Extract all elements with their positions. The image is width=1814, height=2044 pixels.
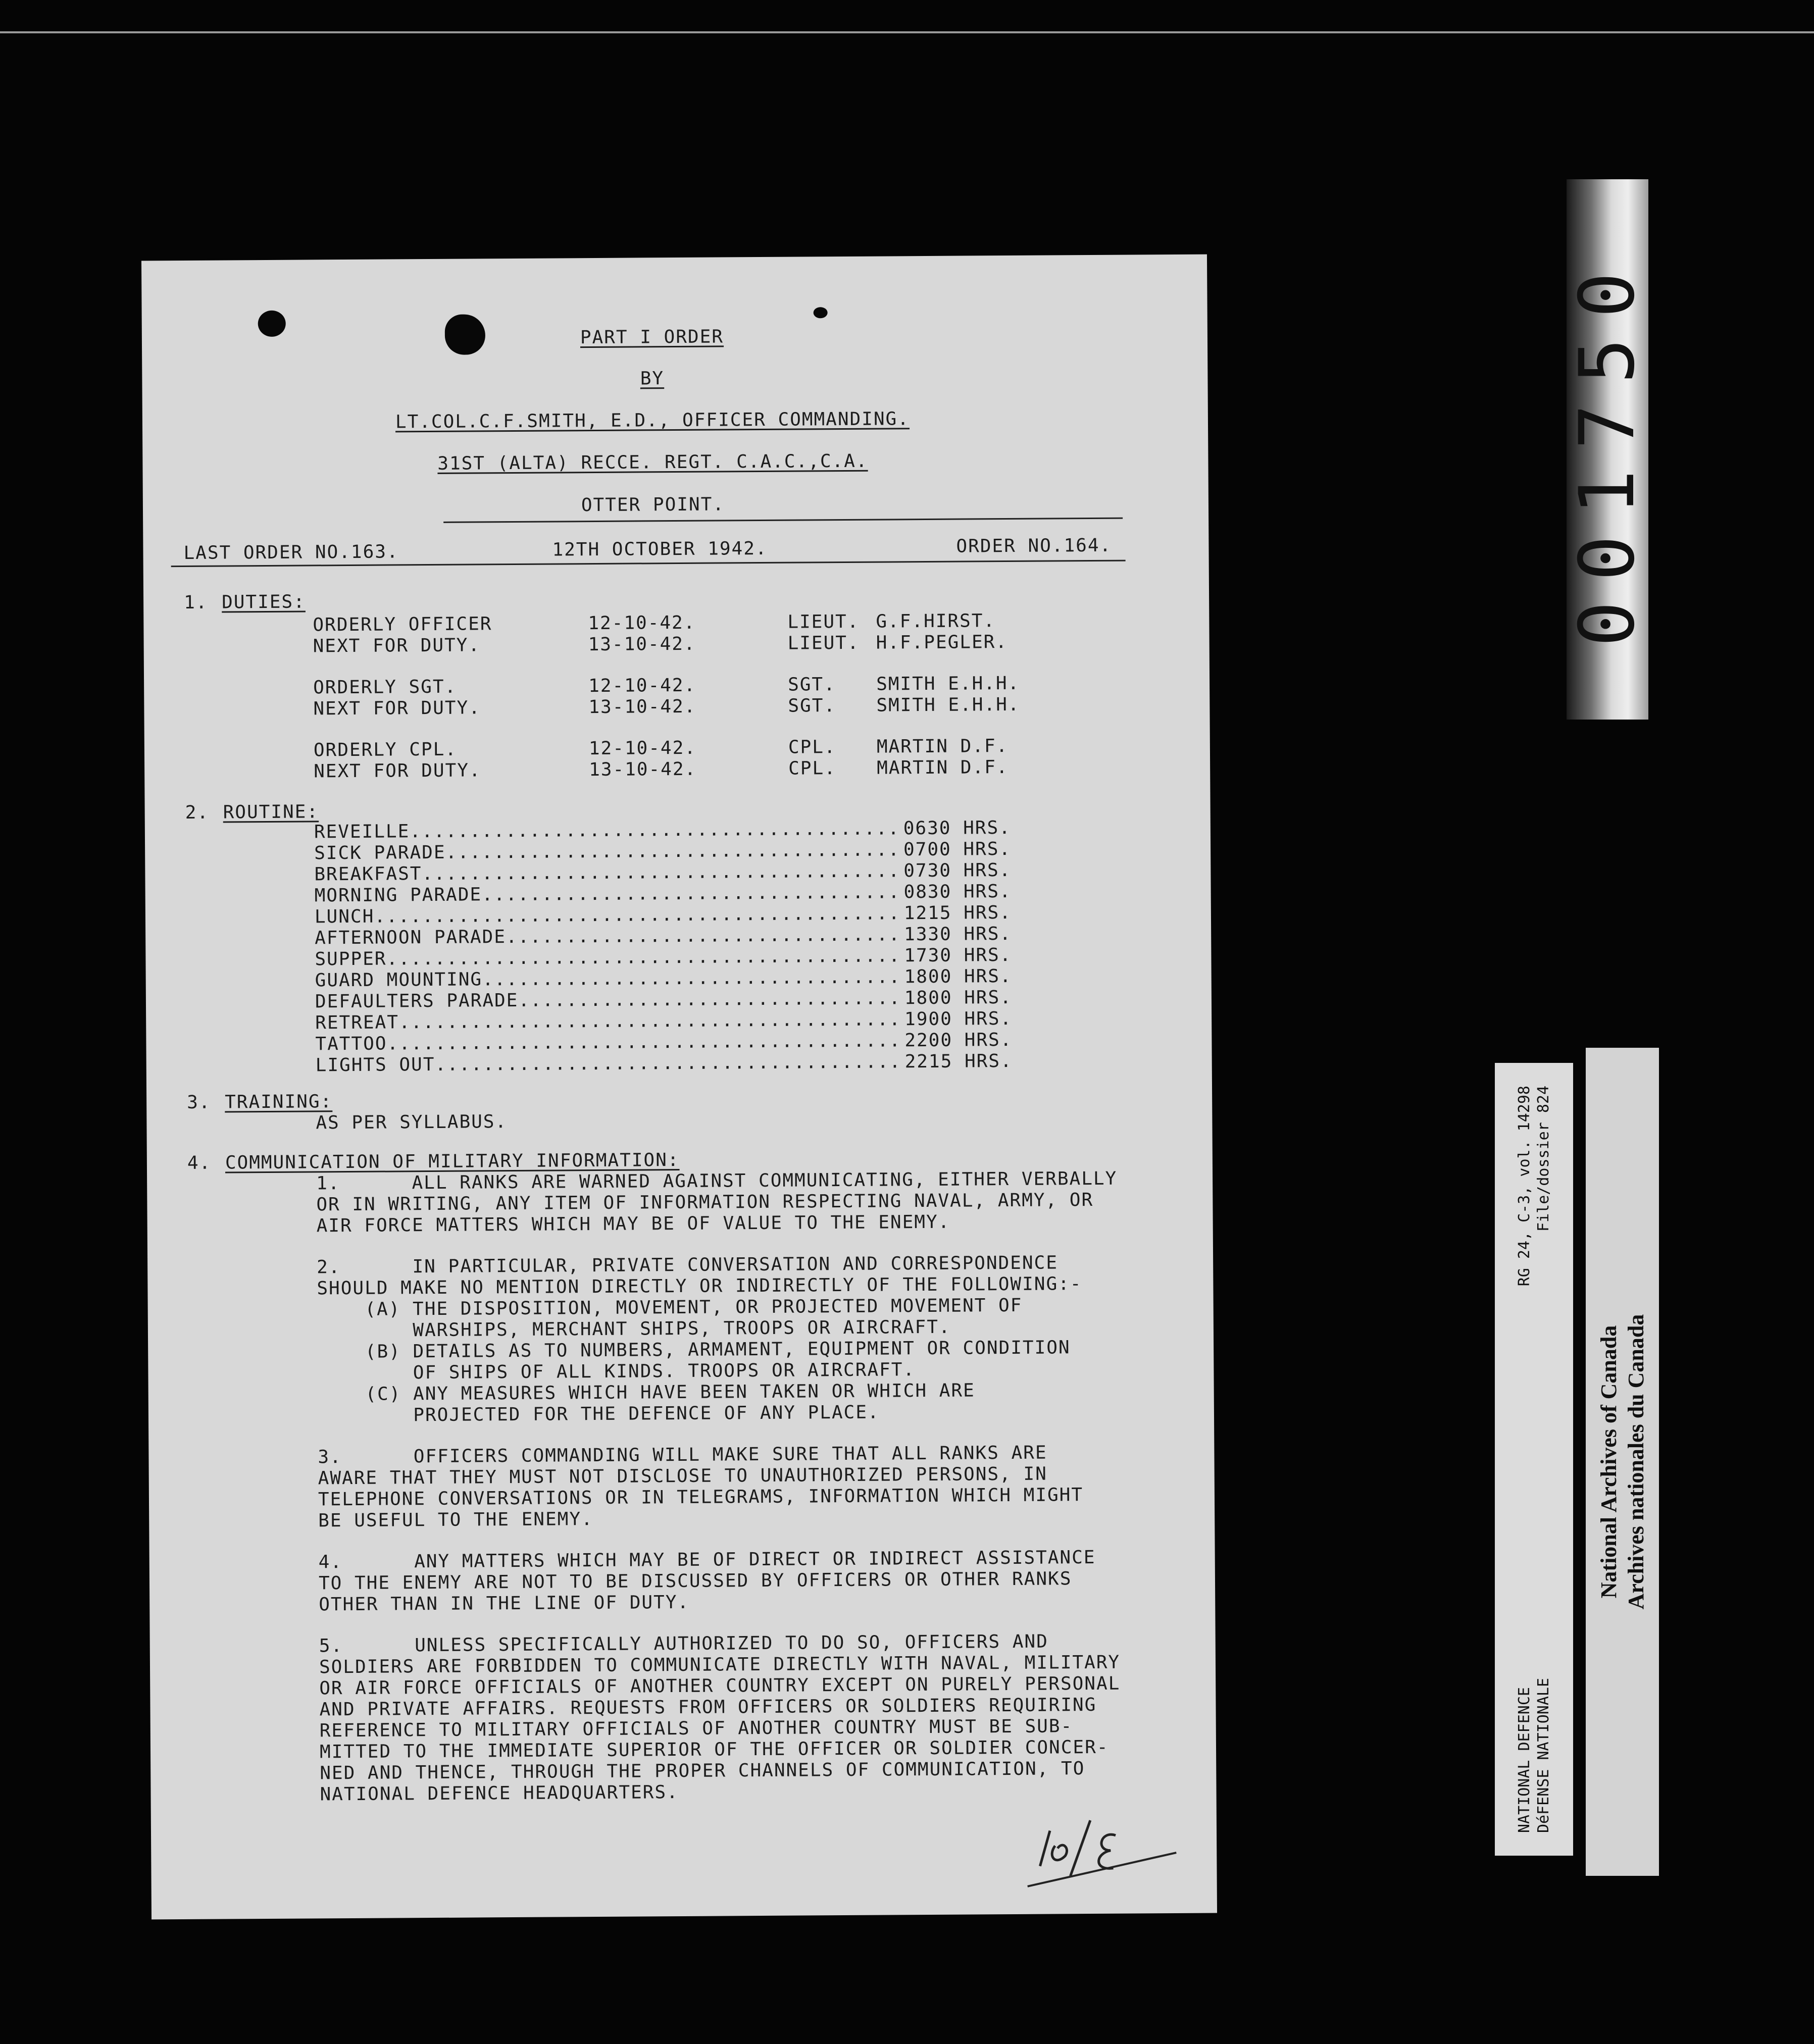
leader-dots — [482, 883, 901, 904]
duty-date: 12-10-42. — [588, 675, 696, 697]
leader-dots — [386, 947, 901, 968]
unit-name: 31ST (ALTA) RECCE. REGT. C.A.C.,C.A. — [437, 450, 868, 474]
routine-time: 2215 HRS. — [904, 1050, 1013, 1072]
routine-name: REVEILLE — [314, 821, 410, 843]
routine-name: DEFAULTERS PARADE — [315, 990, 519, 1012]
routine-time: 1215 HRS. — [903, 902, 1012, 924]
leader-dots — [435, 1053, 901, 1074]
para-5-line: SOLDIERS ARE FORBIDDEN TO COMMUNICATE DIRECTLY WITH NAVAL, MILITARY — [319, 1652, 1121, 1678]
duty-date: 12-10-42. — [588, 737, 697, 759]
national-archives-stamp — [1586, 1048, 1659, 1876]
order-number: ORDER NO.164. — [956, 535, 1112, 557]
para-2-line: (A) THE DISPOSITION, MOVEMENT, OR PROJECTED MOVEMENT OF — [317, 1295, 1023, 1320]
archive-dept-en: NATIONAL DEFENCE — [1515, 1687, 1533, 1833]
archive-ref-volume: RG 24, C-3, vol. 14298 — [1515, 1086, 1533, 1287]
routine-row — [315, 883, 1012, 905]
para-2-line: PROJECTED FOR THE DEFENCE OF ANY PLACE. — [317, 1402, 880, 1426]
routine-row — [315, 1031, 1012, 1053]
training-number: 3. — [187, 1092, 211, 1113]
routine-row — [315, 904, 1012, 926]
routine-name: SICK PARADE — [314, 842, 446, 864]
para-3-line: AWARE THAT THEY MUST NOT DISCLOSE TO UNAUTHORIZED PERSONS, IN — [318, 1463, 1047, 1489]
communication-number: 4. — [187, 1152, 212, 1173]
duty-rank: SGT. — [788, 695, 836, 717]
para-4-line: 4. ANY MATTERS WHICH MAY BE OF DIRECT OR INDIRECT ASSISTANCE — [318, 1547, 1096, 1573]
punch-hole-right — [814, 307, 828, 318]
duty-date: 13-10-42. — [588, 633, 696, 655]
routine-time: 1330 HRS. — [903, 923, 1012, 945]
routine-row — [315, 925, 1012, 947]
duty-name: SMITH E.H.H. — [876, 694, 1020, 716]
routine-time: 2200 HRS. — [904, 1029, 1013, 1051]
duty-name: H.F.PEGLER. — [876, 632, 1008, 653]
routine-row — [315, 989, 1012, 1011]
routine-row — [316, 1052, 1013, 1075]
routine-name: MORNING PARADE — [314, 884, 482, 906]
para-5-line: NED AND THENCE, THROUGH THE PROPER CHANNELS OF COMMUNICATION, TO — [320, 1758, 1085, 1784]
duty-name: MARTIN D.F. — [877, 757, 1009, 779]
routine-name: TATTOO — [315, 1033, 387, 1055]
leader-dots — [482, 968, 901, 989]
leader-dots — [518, 989, 901, 1010]
duty-rank: CPL. — [788, 737, 836, 758]
order-document — [141, 254, 1217, 1920]
para-3-line: BE USEFUL TO THE ENEMY. — [318, 1509, 593, 1531]
routine-time: 0830 HRS. — [903, 881, 1012, 903]
routine-time: 1730 HRS. — [904, 944, 1012, 966]
routine-name: LIGHTS OUT — [315, 1054, 435, 1076]
para-2-line: (B) DETAILS AS TO NUMBERS, ARMAMENT, EQUIPMENT OR CONDITION — [317, 1337, 1071, 1363]
leader-dots — [410, 820, 900, 841]
routine-row — [315, 1010, 1012, 1032]
para-3-line: 3. OFFICERS COMMANDING WILL MAKE SURE THAT ALL RANKS ARE — [318, 1442, 1047, 1468]
routine-name: BREAKFAST — [314, 863, 422, 885]
header-rule-top — [443, 518, 1123, 523]
location: OTTER POINT. — [581, 494, 725, 516]
frame-number-strip — [1564, 179, 1651, 720]
communication-heading: COMMUNICATION OF MILITARY INFORMATION: — [225, 1150, 680, 1173]
punch-hole-center — [445, 314, 485, 354]
duty-role: NEXT FOR DUTY. — [313, 635, 481, 657]
routine-row — [314, 861, 1011, 884]
officer-commanding: LT.COL.C.F.SMITH, E.D., OFFICER COMMANDING. — [395, 408, 910, 433]
para-2-line: OF SHIPS OF ALL KINDS. TROOPS OR AIRCRAFT. — [317, 1359, 916, 1384]
duty-role: NEXT FOR DUTY. — [314, 760, 481, 782]
duty-role: ORDERLY CPL. — [313, 739, 458, 761]
duty-role: ORDERLY SGT. — [313, 676, 457, 698]
para-5-line: MITTED TO THE IMMEDIATE SUPERIOR OF THE OFFICER OR SOLDIER CONCER- — [319, 1736, 1109, 1763]
duty-role: NEXT FOR DUTY. — [313, 697, 481, 720]
routine-name: GUARD MOUNTING — [315, 969, 483, 991]
routine-time: 0730 HRS. — [903, 859, 1012, 882]
last-order-number: LAST ORDER NO.163. — [183, 541, 399, 564]
training-text: AS PER SYLLABUS. — [316, 1111, 508, 1134]
routine-name: AFTERNOON PARADE — [315, 927, 507, 949]
archive-reference-label — [1495, 1063, 1573, 1856]
routine-time: 1800 HRS. — [904, 965, 1012, 988]
signature-initials — [1020, 1800, 1202, 1892]
para-2-line: (C) ANY MEASURES WHICH HAVE BEEN TAKEN OR WHICH ARE — [317, 1380, 975, 1405]
para-4-line: TO THE ENEMY ARE NOT TO BE DISCUSSED BY OFFICERS OR OTHER RANKS — [318, 1568, 1072, 1594]
leader-dots — [387, 1032, 901, 1053]
para-2-line: SHOULD MAKE NO MENTION DIRECTLY OR INDIRECTLY OF THE FOLLOWING:- — [317, 1273, 1082, 1299]
para-5-line: OR AIR FORCE OFFICIALS OF ANOTHER COUNTRY EXCEPT ON PURELY PERSONAL — [319, 1673, 1121, 1699]
archives-name-fr: Archives nationales du Canada — [1623, 1314, 1648, 1610]
para-2-line: WARSHIPS, MERCHANT SHIPS, TROOPS OR AIRCRAFT. — [317, 1316, 951, 1342]
routine-row — [314, 840, 1011, 862]
routine-row — [314, 819, 1011, 841]
routine-row — [315, 967, 1012, 990]
para-1-line: AIR FORCE MATTERS WHICH MAY BE OF VALUE TO THE ENEMY. — [316, 1211, 950, 1237]
duty-role: ORDERLY OFFICER — [313, 614, 492, 636]
routine-time: 1800 HRS. — [904, 987, 1013, 1009]
para-5-line: REFERENCE TO MILITARY OFFICIALS OF ANOTHER COUNTRY MUST BE SUB- — [319, 1716, 1073, 1742]
duty-rank: LIEUT. — [787, 611, 860, 633]
para-3-line: TELEPHONE CONVERSATIONS OR IN TELEGRAMS, INFORMATION WHICH MIGHT — [318, 1485, 1084, 1510]
para-5-line: AND PRIVATE AFFAIRS. REQUESTS FROM OFFICERS OR SOLDIERS REQUIRING — [319, 1694, 1097, 1720]
routine-heading: ROUTINE: — [223, 801, 319, 823]
leader-dots — [422, 862, 900, 883]
duty-rank: SGT. — [788, 674, 836, 695]
routine-time: 0630 HRS. — [903, 817, 1012, 839]
routine-time: 1900 HRS. — [904, 1008, 1013, 1030]
frame-number: 001750 — [1564, 252, 1651, 647]
duties-heading: DUTIES: — [221, 591, 306, 613]
archives-name-en: National Archives of Canada — [1596, 1325, 1621, 1599]
routine-row — [315, 946, 1012, 968]
duty-date: 13-10-42. — [588, 696, 696, 718]
para-1-line: 1. ALL RANKS ARE WARNED AGAINST COMMUNICATING, EITHER VERBALLY — [316, 1168, 1118, 1194]
leader-dots — [374, 904, 901, 926]
order-title: PART I ORDER — [580, 326, 724, 348]
order-date: 12TH OCTOBER 1942. — [552, 538, 768, 560]
duty-date: 12-10-42. — [588, 612, 696, 634]
scanner-top-edge — [0, 31, 1814, 33]
leader-dots — [445, 841, 900, 862]
routine-name: RETREAT — [315, 1012, 399, 1034]
duty-rank: LIEUT. — [787, 632, 860, 654]
para-2-line: 2. IN PARTICULAR, PRIVATE CONVERSATION AND CORRESPONDENCE — [317, 1252, 1059, 1278]
duties-number: 1. — [183, 592, 208, 613]
para-4-line: OTHER THAN IN THE LINE OF DUTY. — [319, 1592, 690, 1615]
routine-name: LUNCH — [314, 906, 375, 928]
routine-number: 2. — [185, 802, 210, 823]
routine-name: SUPPER — [315, 948, 387, 970]
archive-dept-fr: DéFENSE NATIONALE — [1534, 1677, 1552, 1833]
duty-date: 13-10-42. — [589, 758, 697, 781]
order-by: BY — [640, 368, 665, 389]
training-heading: TRAINING: — [225, 1091, 333, 1113]
punch-hole-left — [258, 311, 286, 337]
routine-time: 0700 HRS. — [903, 838, 1012, 860]
leader-dots — [506, 926, 901, 946]
para-5-line: 5. UNLESS SPECIFICALLY AUTHORIZED TO DO SO, OFFICERS AND — [319, 1631, 1048, 1657]
leader-dots — [399, 1010, 901, 1032]
duty-name: SMITH E.H.H. — [876, 673, 1020, 695]
para-1-line: OR IN WRITING, ANY ITEM OF INFORMATION RESPECTING NAVAL, ARMY, OR — [316, 1189, 1094, 1215]
archive-ref-file: File/dossier 824 — [1534, 1086, 1552, 1232]
para-5-line: NATIONAL DEFENCE HEADQUARTERS. — [320, 1782, 679, 1805]
duty-name: G.F.HIRST. — [876, 610, 996, 632]
duty-name: MARTIN D.F. — [876, 736, 1009, 757]
duty-rank: CPL. — [788, 758, 836, 779]
